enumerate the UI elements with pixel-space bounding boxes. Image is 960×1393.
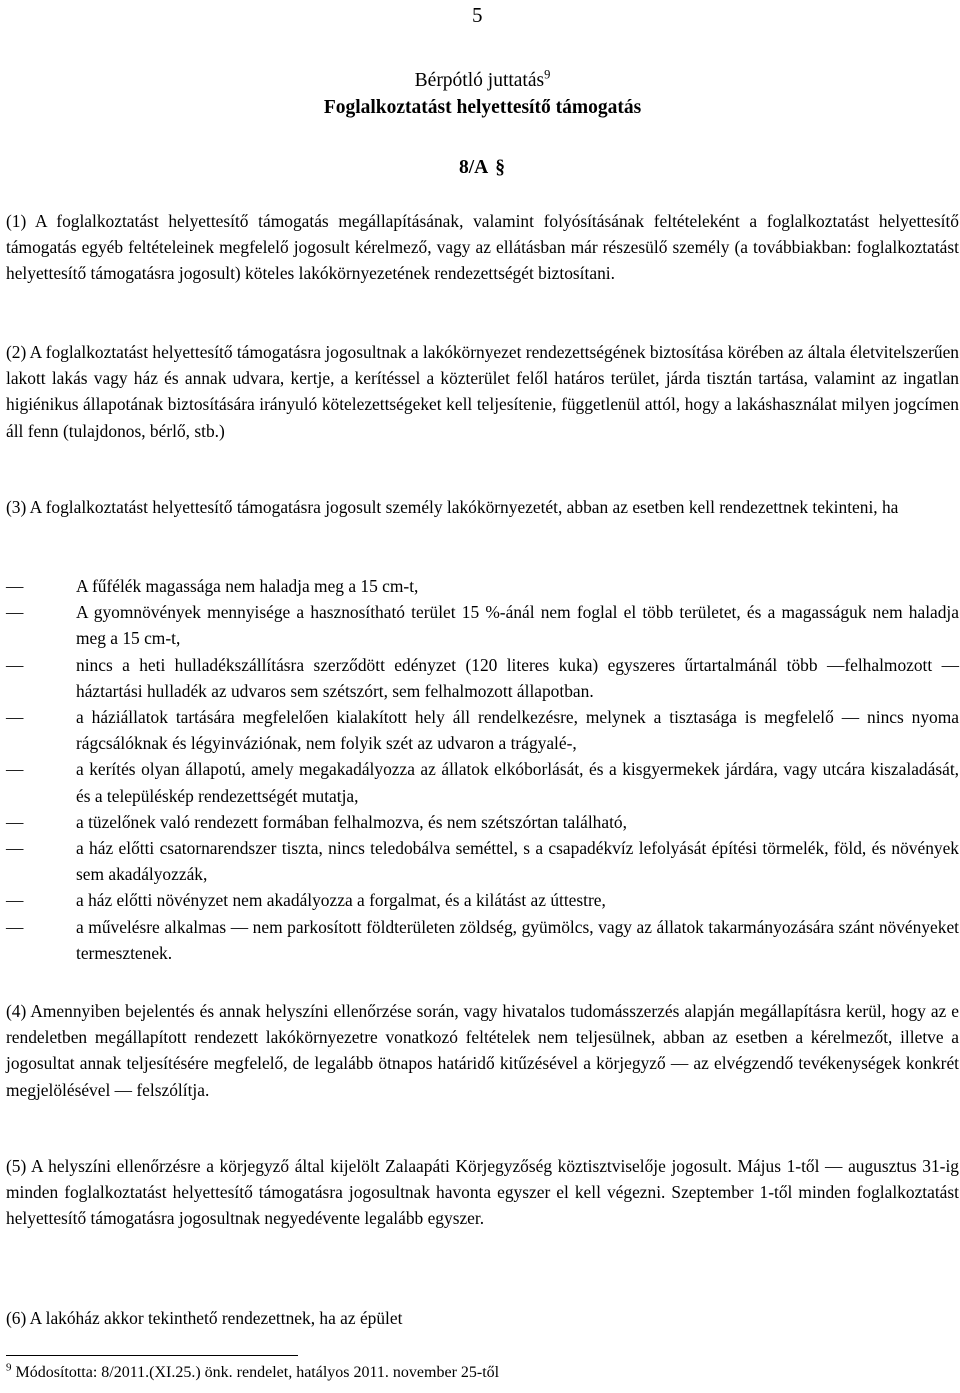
- document-page: [6, 0, 959, 1393]
- page-number: 5: [472, 3, 483, 27]
- list-dash: —: [6, 602, 24, 623]
- list-item-text: a ház előtti csatornarendszer tiszta, nincs teledobálva seméttel, s a csapadékvíz lefolyását építési törmelék, föld, és növények sem akadályozzák,: [76, 838, 959, 885]
- footnote-separator: [6, 1355, 298, 1356]
- subtitle: Foglalkoztatást helyettesítő támogatás: [323, 97, 642, 118]
- list-item-text: a ház előtti növényzet nem akadályozza a forgalmat, és a kilátást az úttestre,: [76, 890, 606, 911]
- footnote-text: Módosította: 8/2011.(XI.25.) önk. rendelet, hatályos 2011. november 25-től: [11, 1364, 500, 1381]
- list-item-text: a kerítés olyan állapotú, amely megakadályozza az állatok elkóborlását, és a kisgyermekek járdára, vagy utcára kiszaladását, és a településkép rendezettségét mutatja,: [76, 759, 959, 806]
- paragraph-4: (4) Amennyiben bejelentés és annak helyszíni ellenőrzése során, vagy hivatalos tudomásszerzés alapján megállapításra kerül, hogy az e rendeletben megállapított rendezett lakókörnyezetre vonatkozó feltételek nem teljesülnek, abban az esetben a kérelmezőt, illetve a jogosultat annak teljesítésére megfelelő, de legalább ötnapos határidő kitűzésével a körjegyző — az elvégzendő tevékenységek konkrét megjelölésével — felszólítja.: [6, 1001, 959, 1100]
- list-dash: —: [6, 890, 24, 911]
- list-item: [6, 887, 959, 913]
- paragraph-2: (2) A foglalkoztatást helyettesítő támogatásra jogosultnak a lakókörnyezet rendezettségének biztosítása körében az általa életvitelszerűen lakott lakás vagy ház és annak udvara, kertje, a kerítéssel a közterület felől határos terület, járda tisztán tartása, valamint az ingatlan higiénikus állapotának biztosítására irányuló kötelezettségeket kell teljesítenie, függetlenül attól, hogy a lakáshasználat milyen jogcímen áll fenn (tulajdonos, bérlő, stb.): [6, 342, 959, 441]
- list-item: [6, 573, 959, 599]
- list-item-text: a tüzelőnek való rendezett formában felhalmozva, és nem szétszórtan található,: [76, 811, 627, 832]
- list-item: [6, 704, 959, 756]
- list-dash: —: [6, 811, 24, 832]
- list-item-text: a háziállatok tartására megfelelően kialakított hely áll rendelkezésre, melynek a tisztasága is megfelelő — nincs nyoma rágcsálóknak és légyinváziónak, nem folyik szét az udvaron a trágyalé-,: [76, 707, 959, 754]
- list-item-text: nincs a heti hulladékszállításra szerződött edényzet (120 literes kuka) egyszeres űrtartalmánál több —felhalmozott — háztartási hulladék az udvaros sem szétszórt, sem felhalmozott állapotban.: [76, 654, 959, 701]
- paragraph-6: (6) A lakóház akkor tekinthető rendezettnek, ha az épület: [6, 1308, 403, 1328]
- title-line1: [6, 68, 959, 94]
- footnote: [6, 1362, 959, 1384]
- list-dash: —: [6, 576, 24, 596]
- section-number: 8/A: [459, 157, 489, 178]
- list-item: [6, 809, 959, 835]
- paragraph-5: (5) A helyszíni ellenőrzésre a körjegyző által kijelölt Zalaapáti Körjegyzőség köztisztviselője jogosult. Május 1-től — augusztus 31-ig minden foglalkoztatást helyettesítő támogatásra jogosultnak havonta egyszer el kell végezni. Szeptember 1-től minden foglalkoztatást helyettesítő támogatásra jogosultnak negyedévente legalább egyszer.: [6, 1156, 959, 1229]
- title-block: [6, 68, 959, 122]
- list-dash: —: [6, 916, 24, 937]
- footnote-reference[interactable]: 9: [544, 67, 551, 82]
- list-dash: —: [6, 838, 24, 859]
- list-item: [6, 652, 959, 704]
- list-dash: —: [6, 707, 24, 728]
- paragraph-1: (1) A foglalkoztatást helyettesítő támogatás megállapításának, valamint folyósításának feltételeként a foglalkoztatást helyettesítő támogatás egyéb feltételeinek megfelelő jogosult kérelmező, vagy az ellátásban már részesülő személy (a továbbiakban: foglalkoztatást helyettesítő támogatásra jogosult) köteles lakókörnyezetének rendezettségét biztosítani.: [6, 211, 959, 284]
- list-item: [6, 835, 959, 887]
- section-symbol: §: [495, 157, 505, 178]
- paragraph-3: (3) A foglalkoztatást helyettesítő támogatásra jogosult személy lakókörnyezetét, abban az esetben kell rendezettnek tekinteni, ha: [6, 497, 899, 517]
- list-item: [6, 599, 959, 651]
- section-heading: [459, 154, 505, 182]
- list-item: [6, 756, 959, 808]
- list-item: [6, 914, 959, 966]
- list-item-text: A fűfélék magassága nem haladja meg a 15 cm-t,: [76, 576, 419, 596]
- list-item-text: A gyomnövények mennyisége a hasznosítható terület 15 %-ánál nem foglal el több területet, és a magasságuk nem haladja meg a 15 cm-t,: [76, 602, 959, 649]
- conditions-list: [6, 573, 959, 966]
- list-item-text: a művelésre alkalmas — nem parkosított földterületen zöldség, gyümölcs, vagy az állatok takarmányozására szánt növényeket termesztenek.: [76, 916, 959, 963]
- footnote-number: 9: [6, 1361, 12, 1374]
- title-text: Bérpótló juttatás: [414, 70, 545, 91]
- list-dash: —: [6, 759, 24, 780]
- list-dash: —: [6, 654, 24, 675]
